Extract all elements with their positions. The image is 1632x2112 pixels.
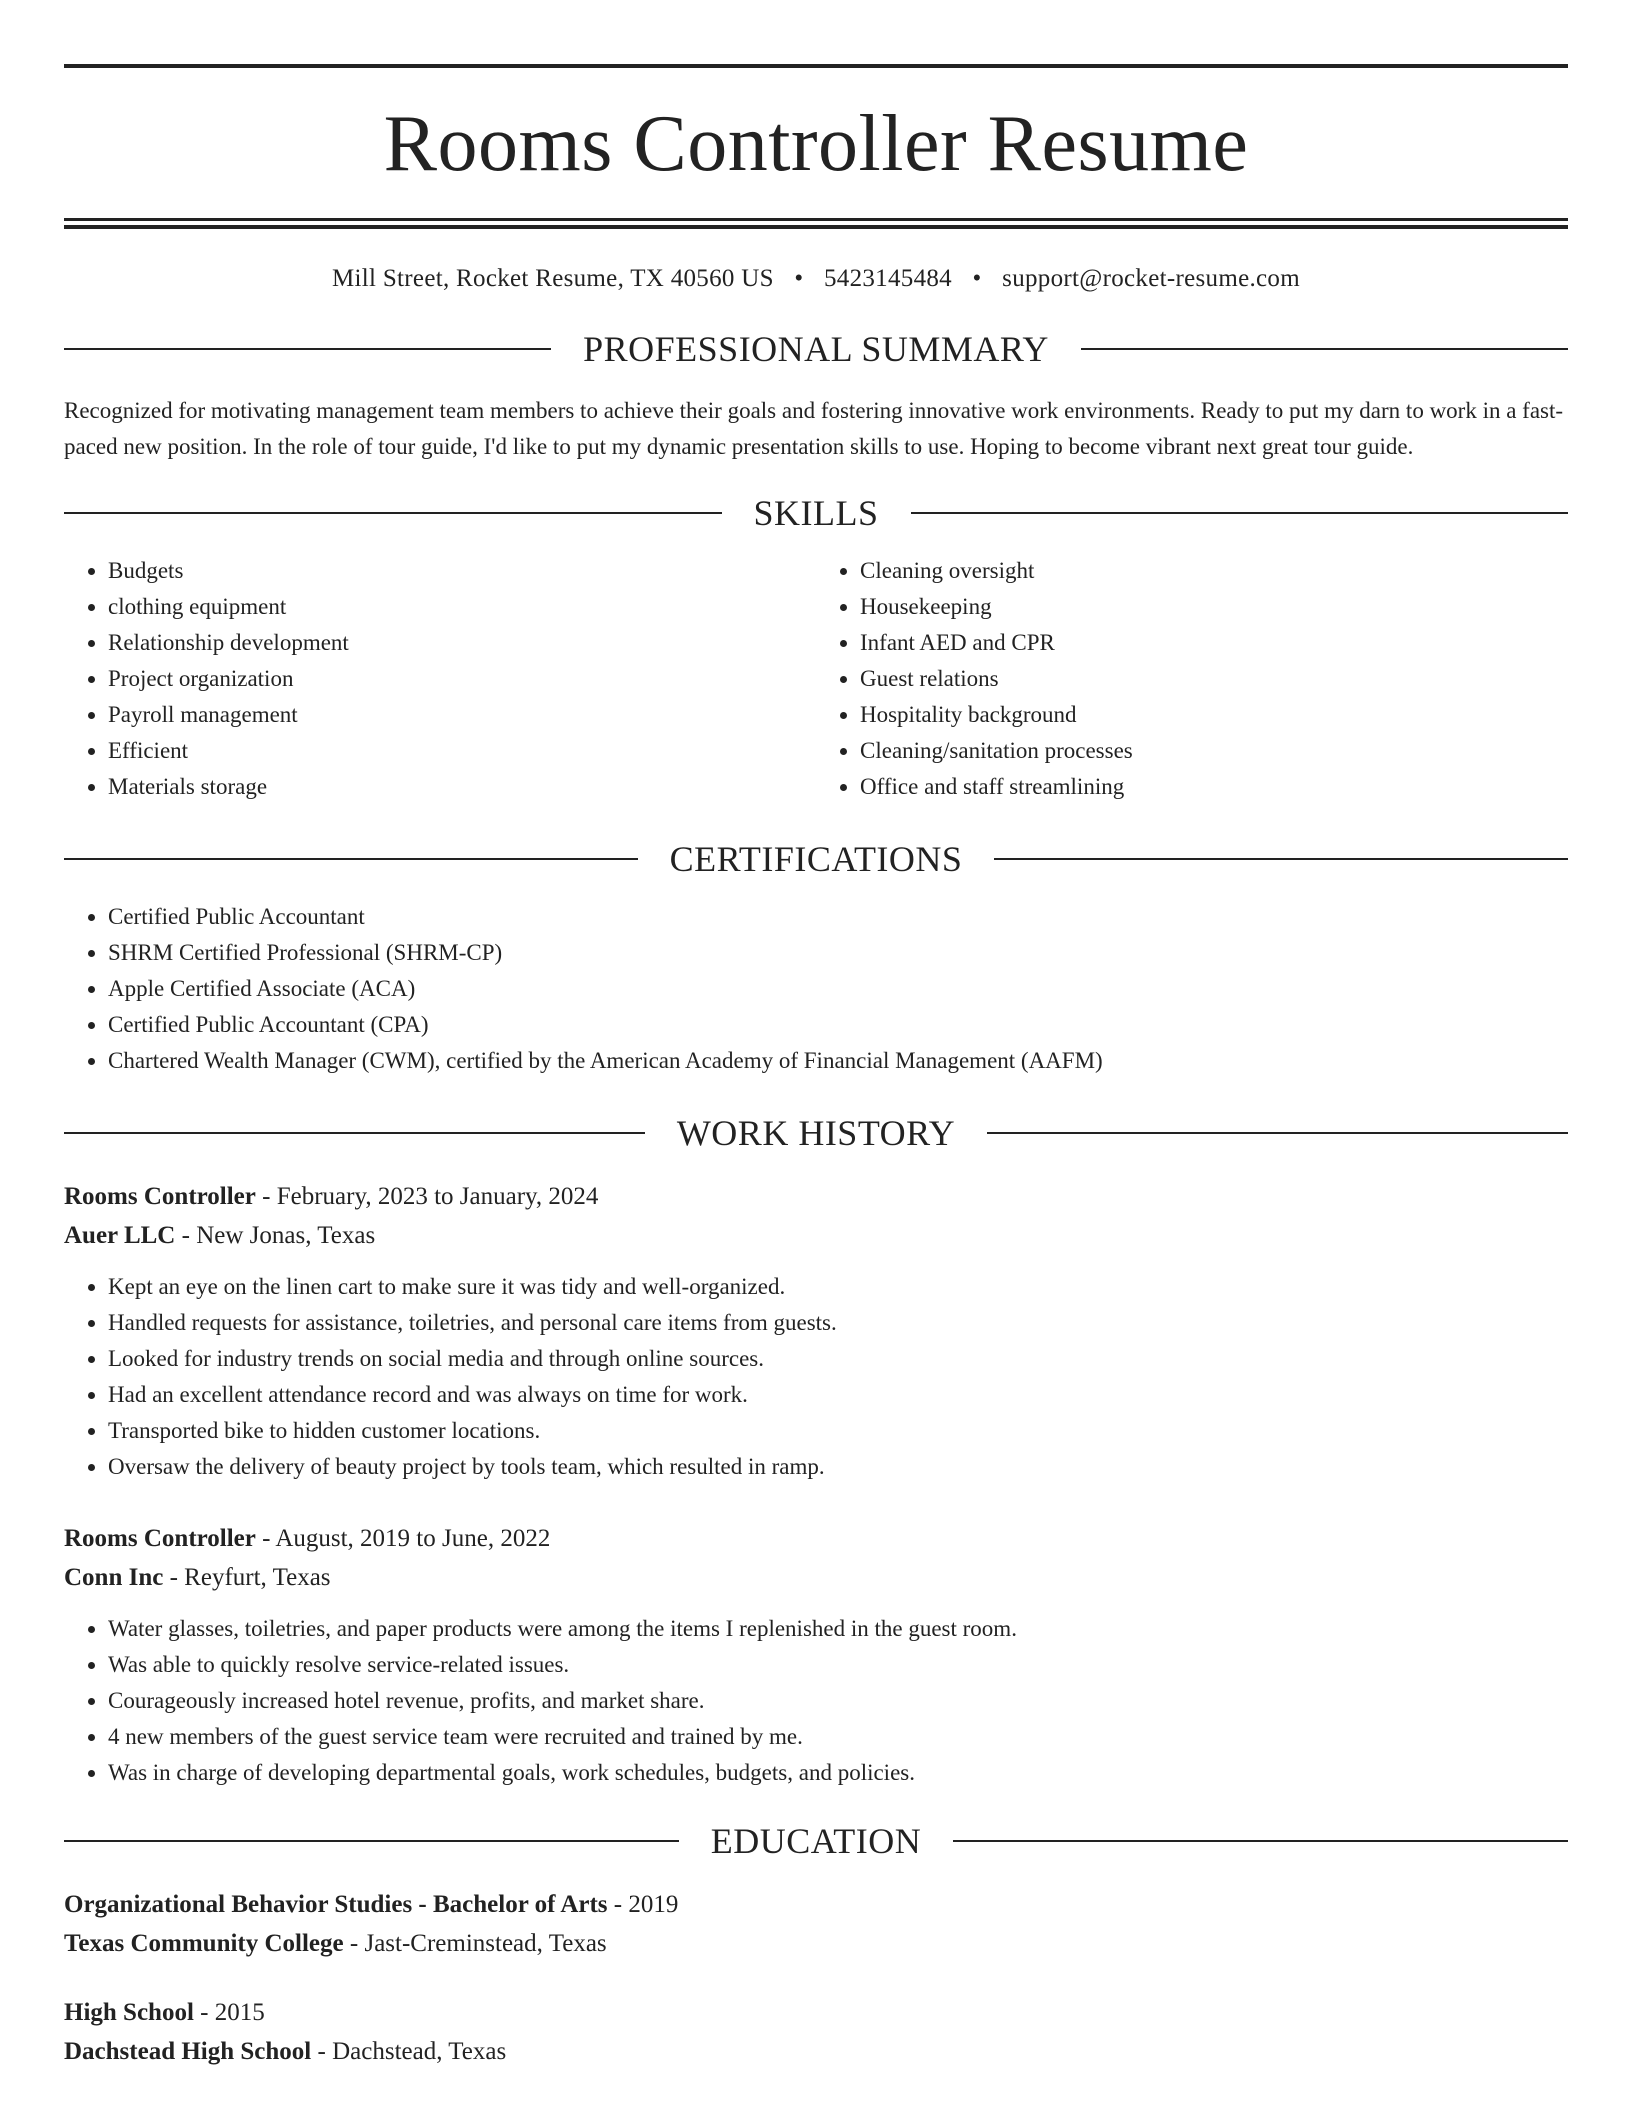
section-rule xyxy=(987,1132,1568,1134)
job-role: Rooms Controller xyxy=(64,1183,256,1210)
contact-line xyxy=(64,265,1568,293)
dash: - xyxy=(200,1999,209,2026)
dash: - xyxy=(317,2038,326,2065)
work-section-header xyxy=(64,1115,1568,1151)
job-role-line xyxy=(64,1177,1568,1216)
education-location: Jast-Creminstead, Texas xyxy=(364,1930,607,1957)
education-degree: High School xyxy=(64,1999,194,2026)
job-bullet: • Kept an eye on the linen cart to make sure it was tidy and well-organized. xyxy=(108,1269,1568,1305)
job-bullet: • 4 new members of the guest service team were recruited and trained by me. xyxy=(108,1719,1568,1755)
section-title-skills: SKILLS xyxy=(753,493,879,533)
job-role-line xyxy=(64,1519,1568,1558)
skills-column-left xyxy=(64,553,816,805)
skill-item: • Infant AED and CPR xyxy=(860,625,1568,661)
contact-address: Mill Street, Rocket Resume, TX 40560 US xyxy=(332,265,774,292)
certifications-section-header xyxy=(64,841,1568,877)
skill-item: • Efficient xyxy=(108,733,816,769)
summary-section-header xyxy=(64,331,1568,367)
job-company: Conn Inc xyxy=(64,1564,164,1591)
dash: - xyxy=(349,1930,359,1957)
contact-email[interactable]: support@rocket-resume.com xyxy=(1002,265,1300,292)
contact-separator: • xyxy=(794,265,804,292)
resume-title: Rooms Controller Resume xyxy=(383,100,1249,188)
job-company-line xyxy=(64,1558,1568,1597)
section-rule xyxy=(64,858,638,860)
skill-item: • Housekeeping xyxy=(860,589,1568,625)
dash: - xyxy=(169,1564,178,1591)
job-bullet: • Was in charge of developing departmental goals, work schedules, budgets, and policies. xyxy=(108,1755,1568,1791)
job-bullet: • Was able to quickly resolve service-related issues. xyxy=(108,1647,1568,1683)
skill-item: • Relationship development xyxy=(108,625,816,661)
job-entry xyxy=(64,1177,1568,1485)
skill-item: • Cleaning/sanitation processes xyxy=(860,733,1568,769)
skill-item: • Budgets xyxy=(108,553,816,589)
contact-phone[interactable]: 5423145484 xyxy=(823,265,952,292)
skills-column-right xyxy=(816,553,1568,805)
job-bullet: • Courageously increased hotel revenue, profits, and market share. xyxy=(108,1683,1568,1719)
skill-item: • Guest relations xyxy=(860,661,1568,697)
section-rule xyxy=(1081,348,1568,350)
section-rule xyxy=(64,1132,645,1134)
job-bullets xyxy=(64,1611,1568,1791)
summary-text: Recognized for motivating management team members to achieve their goals and fostering innovative work environments. Ready to put my darn to work in a fast-paced new position. In the role of tour guide, I'd like to put my dynamic presentation skills to use. Hoping to become vibrant next great tour guide. xyxy=(64,398,1564,459)
skill-item: • Hospitality background xyxy=(860,697,1568,733)
job-role: Rooms Controller xyxy=(64,1525,256,1552)
top-rule xyxy=(64,64,1568,68)
dash: - xyxy=(262,1525,271,1552)
dash: - xyxy=(262,1183,271,1210)
certification-item: • Apple Certified Associate (ACA) xyxy=(108,971,1568,1007)
job-dates: August, 2019 to June, 2022 xyxy=(275,1525,551,1552)
education-year: 2015 xyxy=(214,1999,265,2026)
education-school: Texas Community College xyxy=(64,1930,344,1957)
skills-section-header xyxy=(64,495,1568,531)
job-bullet: • Looked for industry trends on social media and through online sources. xyxy=(108,1341,1568,1377)
title-double-rule xyxy=(64,218,1568,229)
skill-item: • Cleaning oversight xyxy=(860,553,1568,589)
skill-item: • Project organization xyxy=(108,661,816,697)
section-rule xyxy=(64,348,551,350)
job-bullet: • Handled requests for assistance, toiletries, and personal care items from guests. xyxy=(108,1305,1568,1341)
job-bullets xyxy=(64,1269,1568,1485)
job-location: New Jonas, Texas xyxy=(196,1222,376,1249)
certifications-list xyxy=(64,899,1568,1079)
education-school-line xyxy=(64,1924,1568,1963)
job-location: Reyfurt, Texas xyxy=(184,1564,331,1591)
dash: - xyxy=(181,1222,190,1249)
section-title-work: WORK HISTORY xyxy=(676,1113,956,1153)
skill-item: • Materials storage xyxy=(108,769,816,805)
skill-item: • Payroll management xyxy=(108,697,816,733)
section-title-certifications: CERTIFICATIONS xyxy=(669,839,963,879)
skill-item: • Office and staff streamlining xyxy=(860,769,1568,805)
education-year: 2019 xyxy=(628,1891,679,1918)
education-entry xyxy=(64,1993,1568,2071)
job-company: Auer LLC xyxy=(64,1222,176,1249)
section-rule xyxy=(911,512,1569,514)
section-title-summary: PROFESSIONAL SUMMARY xyxy=(583,329,1049,369)
job-dates: February, 2023 to January, 2024 xyxy=(276,1183,599,1210)
job-bullet: • Transported bike to hidden customer locations. xyxy=(108,1413,1568,1449)
education-school: Dachstead High School xyxy=(64,2038,312,2065)
skill-item: • clothing equipment xyxy=(108,589,816,625)
skills-list xyxy=(64,553,1568,805)
section-rule xyxy=(953,1840,1568,1842)
education-school-line xyxy=(64,2032,1568,2071)
education-entry xyxy=(64,1885,1568,1963)
section-rule xyxy=(64,512,722,514)
job-bullet: • Had an excellent attendance record and was always on time for work. xyxy=(108,1377,1568,1413)
job-bullet: • Water glasses, toiletries, and paper products were among the items I replenished in the guest room. xyxy=(108,1611,1568,1647)
education-degree-line xyxy=(64,1993,1568,2032)
education-degree-line xyxy=(64,1885,1568,1924)
section-title-education: EDUCATION xyxy=(710,1821,922,1861)
job-company-line xyxy=(64,1216,1568,1255)
education-section-header xyxy=(64,1823,1568,1859)
contact-separator: • xyxy=(972,265,982,292)
education-degree: Organizational Behavior Studies - Bachelor of Arts xyxy=(64,1891,608,1918)
certification-item: • SHRM Certified Professional (SHRM-CP) xyxy=(108,935,1568,971)
certification-item: • Certified Public Accountant xyxy=(108,899,1568,935)
section-rule xyxy=(994,858,1568,860)
certification-item: • Chartered Wealth Manager (CWM), certified by the American Academy of Financial Management (AAFM) xyxy=(108,1043,1568,1079)
job-entry xyxy=(64,1519,1568,1791)
certification-item: • Certified Public Accountant (CPA) xyxy=(108,1007,1568,1043)
section-rule xyxy=(64,1840,679,1842)
dash: - xyxy=(613,1891,623,1918)
education-location: Dachstead, Texas xyxy=(332,2038,507,2065)
job-bullet: • Oversaw the delivery of beauty project by tools team, which resulted in ramp. xyxy=(108,1449,1568,1485)
